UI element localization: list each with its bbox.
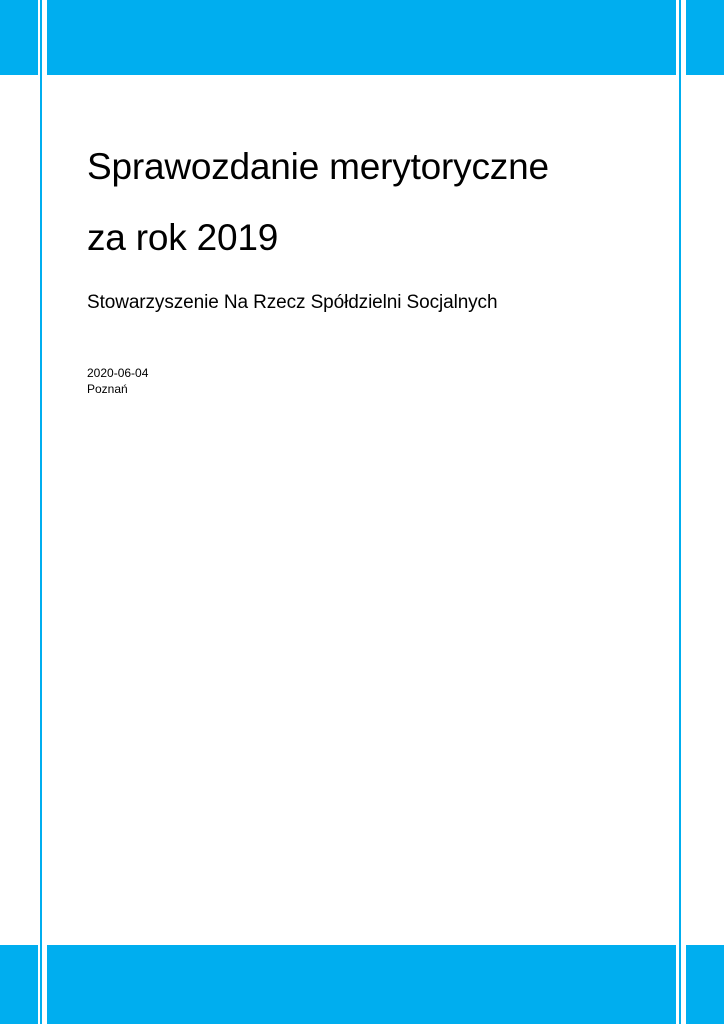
document-meta [87, 365, 647, 397]
footer-band-left [0, 945, 38, 1024]
left-frame-line [40, 0, 42, 1024]
document-title-line-1: Sprawozdanie merytoryczne [87, 146, 549, 187]
document-place: Poznań [87, 381, 128, 396]
document-date: 2020-06-04 [87, 365, 149, 380]
header-band-left [0, 0, 38, 75]
header-band-center [47, 0, 676, 75]
document-title-line-2: za rok 2019 [87, 217, 279, 258]
cover-content [87, 140, 647, 397]
footer-band-right [686, 945, 724, 1024]
footer-band-center [47, 945, 676, 1024]
organization-name: Stowarzyszenie Na Rzecz Spółdzielni Socjalnych [87, 292, 498, 313]
document-title [87, 148, 647, 256]
header-band-right [686, 0, 724, 75]
right-frame-line [679, 0, 681, 1024]
